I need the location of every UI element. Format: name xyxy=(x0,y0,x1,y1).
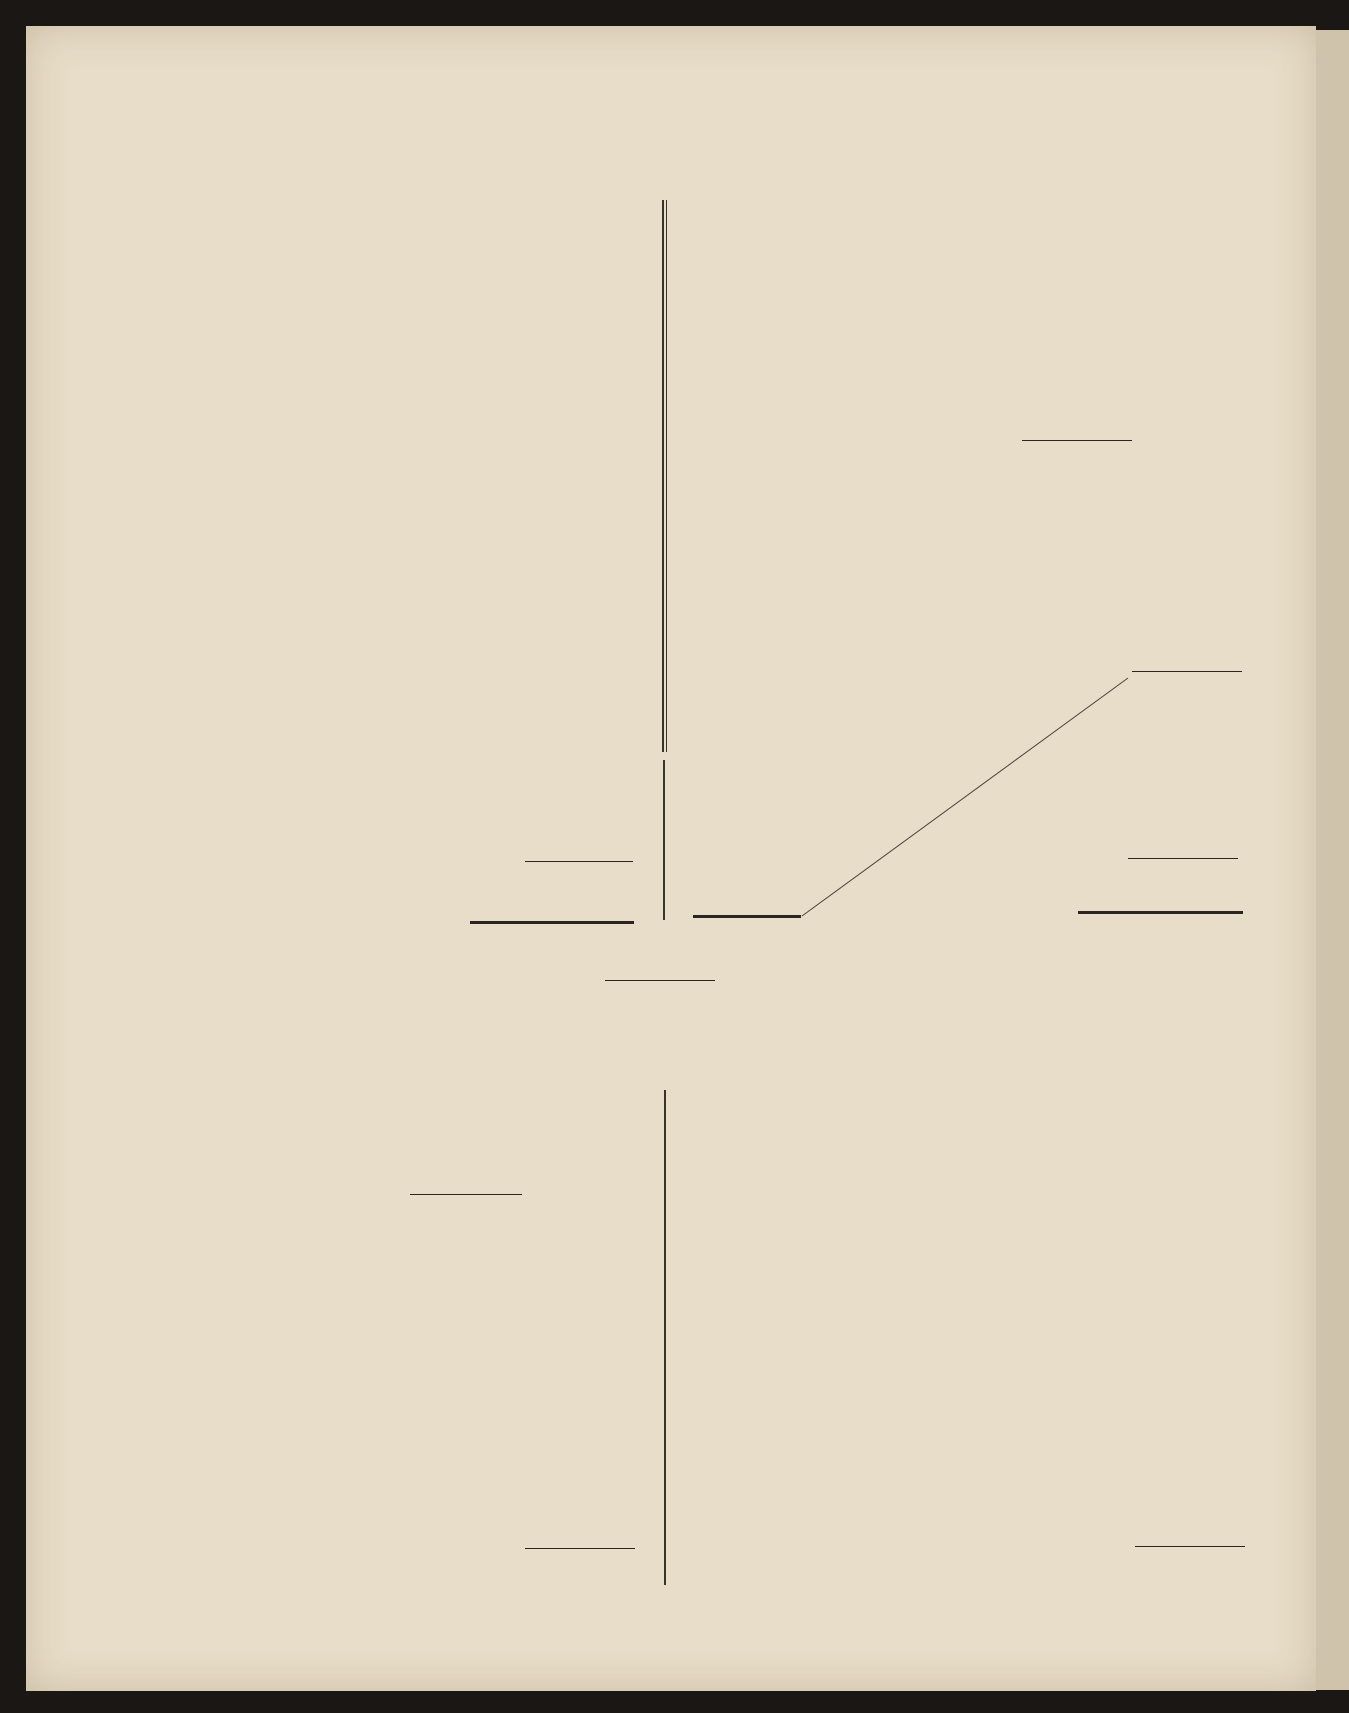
column-divider xyxy=(666,200,667,752)
total-double-rule xyxy=(470,921,634,924)
sum-rule xyxy=(525,861,633,862)
total-double-rule xyxy=(693,915,801,918)
sum-rule xyxy=(525,1548,635,1549)
sum-rule xyxy=(1022,440,1132,441)
sum-rule xyxy=(410,1194,522,1195)
sum-rule xyxy=(1135,1546,1245,1547)
facing-page-edge xyxy=(1316,30,1349,1690)
cancellation-diagonal-line xyxy=(800,676,1130,918)
column-divider xyxy=(664,1090,666,1585)
column-divider xyxy=(662,200,664,752)
sum-rule xyxy=(1132,671,1242,672)
section-separator xyxy=(605,980,715,981)
column-divider xyxy=(663,760,665,920)
sum-rule xyxy=(1128,858,1238,859)
